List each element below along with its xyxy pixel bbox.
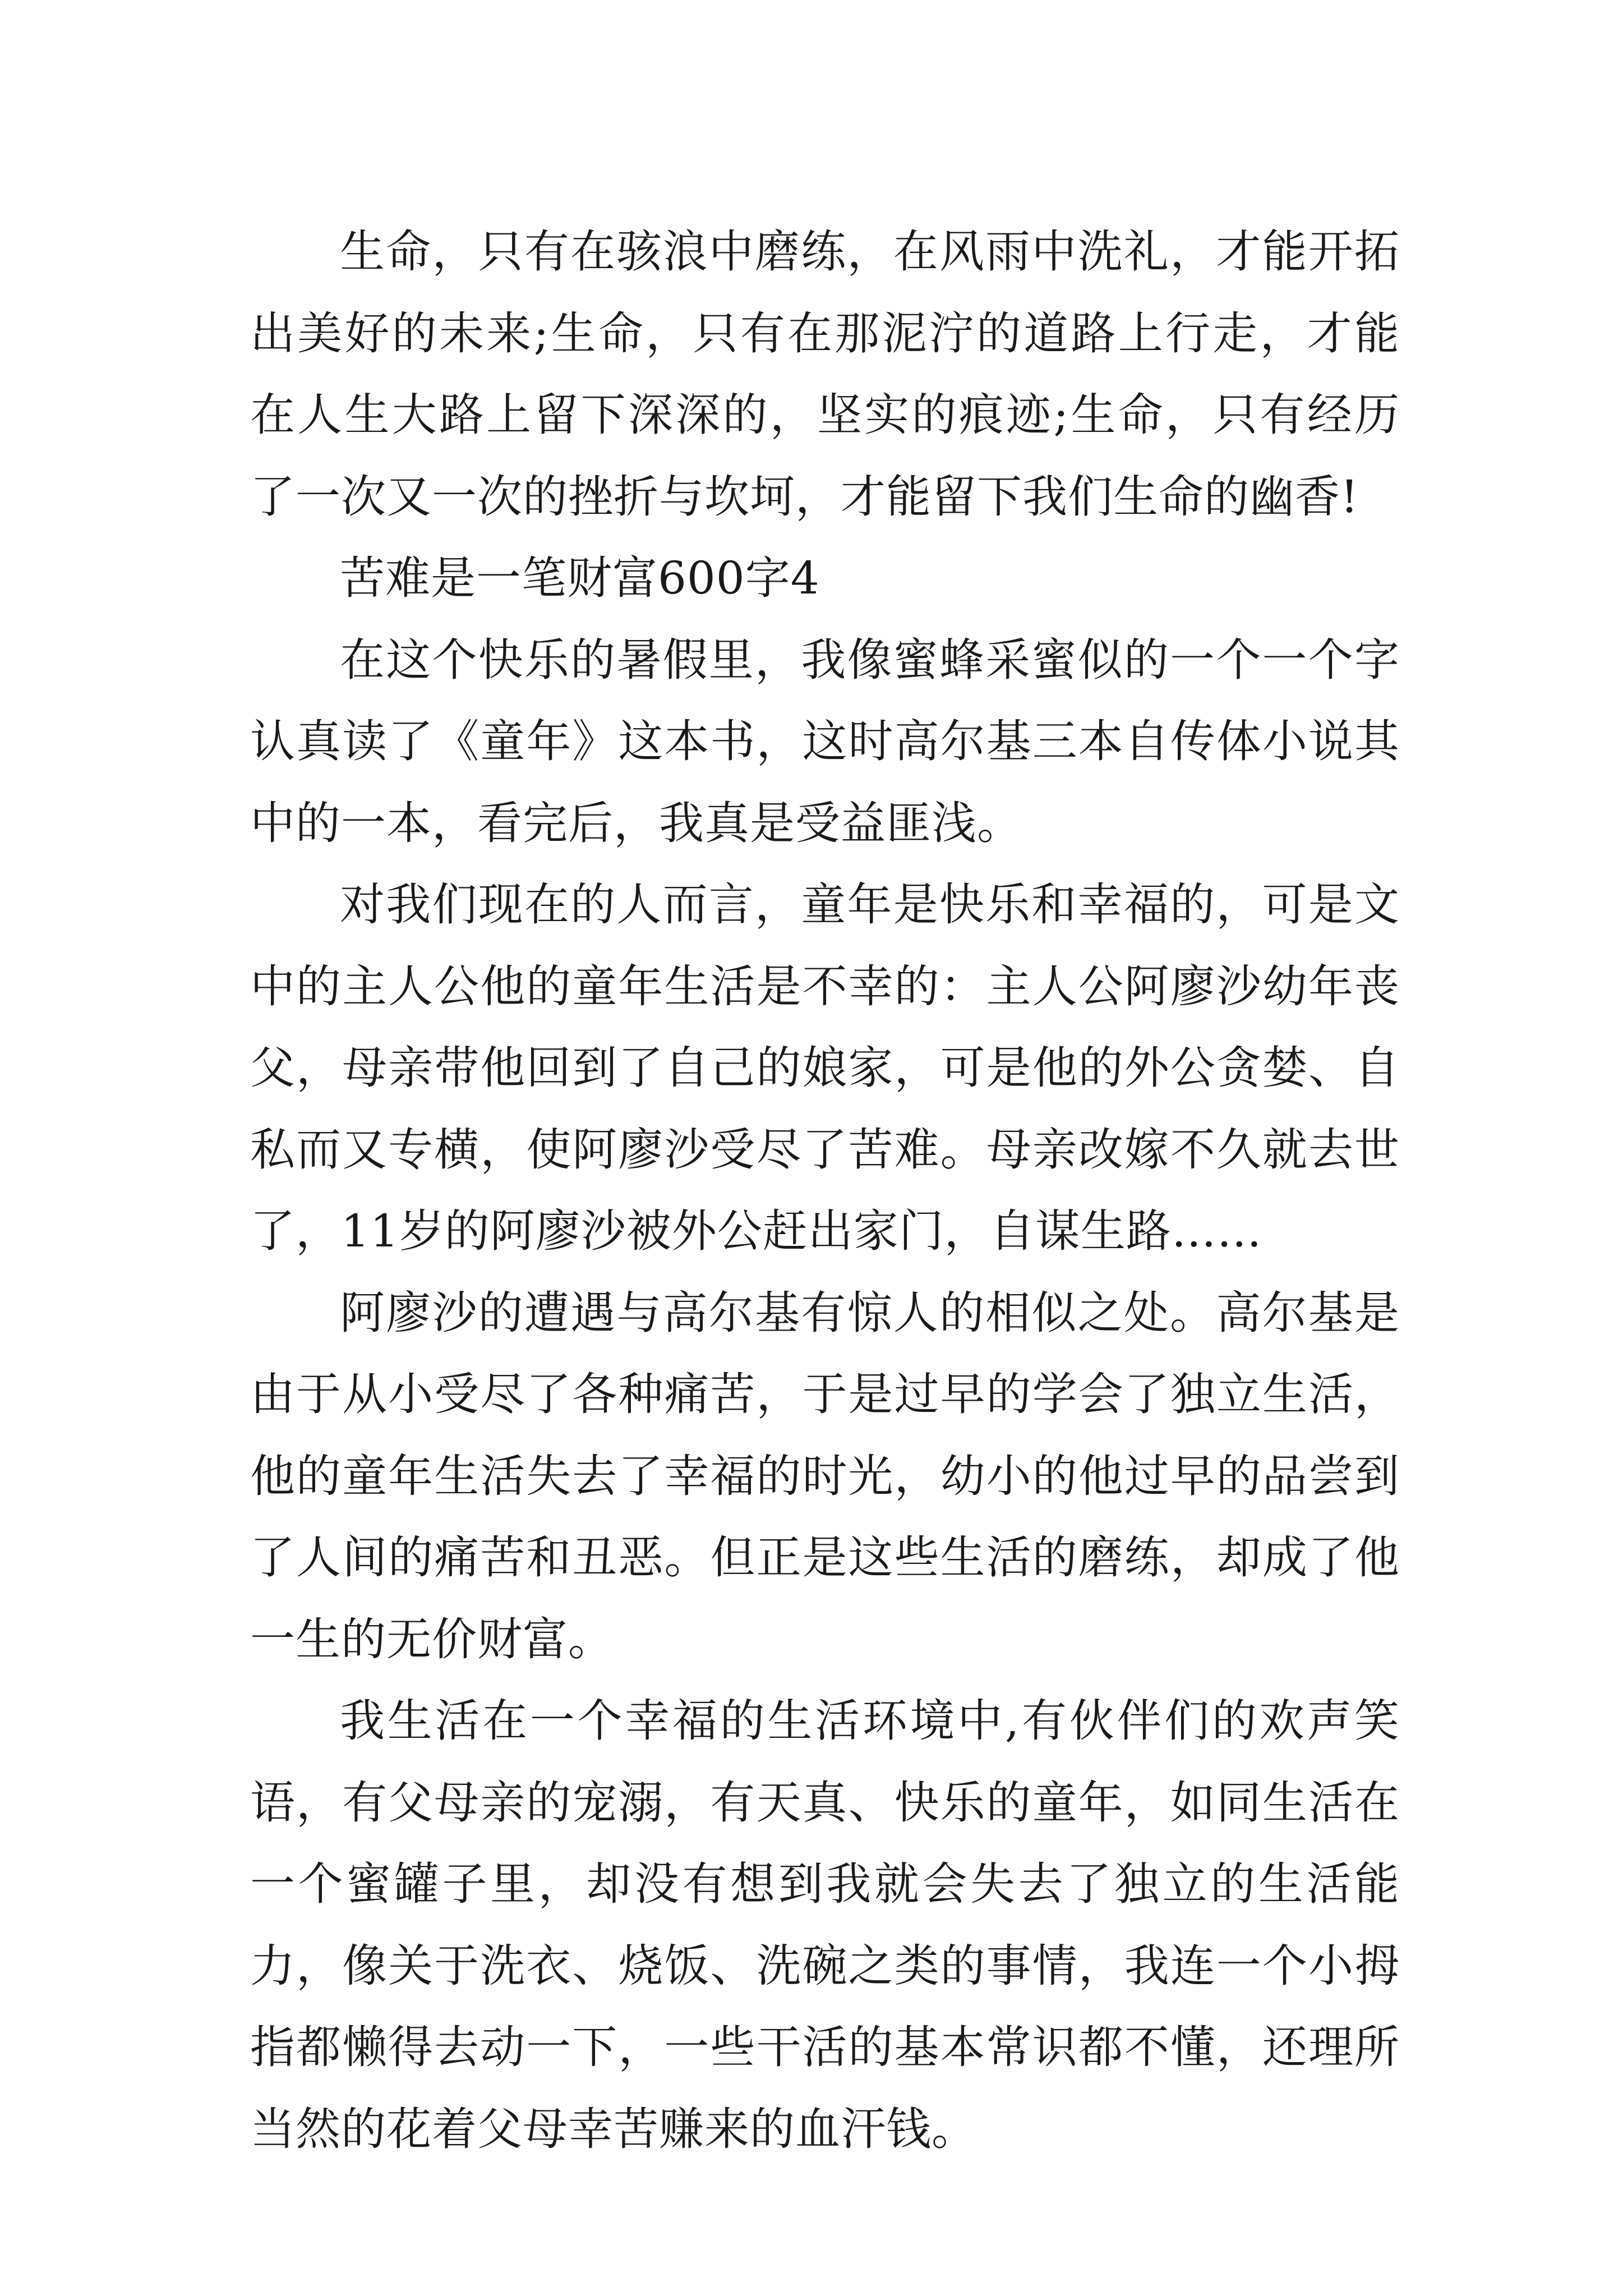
- paragraph-2: 在这个快乐的暑假里，我像蜜蜂采蜜似的一个一个字认真读了《童年》这本书，这时高尔基三本自传体小说其中的一本，看完后，我真是受益匪浅。: [250, 633, 1400, 849]
- paragraph-1: 生命，只有在骇浪中磨练，在风雨中洗礼，才能开拓出美好的未来;生命，只有在那泥泞的道路上行走，才能在人生大路上留下深深的，坚实的痕迹;生命，只有经历了一次又一次的挫折与坎坷，才能留下我们生命的幽香!: [250, 226, 1400, 523]
- paragraph-3: 对我们现在的人而言，童年是快乐和幸福的，可是文中的主人公他的童年生活是不幸的：主人公阿廖沙幼年丧父，母亲带他回到了自己的娘家，可是他的外公贪婪、自私而又专横，使阿廖沙受尽了苦难。母亲改嫁不久就去世了，11岁的阿廖沙被外公赶出家门，自谋生路……: [250, 878, 1400, 1257]
- section-heading: 苦难是一笔财富600字4: [340, 552, 820, 604]
- paragraph-4: 阿廖沙的遭遇与高尔基有惊人的相似之处。高尔基是由于从小受尽了各种痛苦，于是过早的学会了独立生活，他的童年生活失去了幸福的时光，幼小的他过早的品尝到了人间的痛苦和丑恶。但正是这些生活的磨练，却成了他一生的无价财富。: [250, 1286, 1400, 1665]
- document-body: [250, 211, 1400, 2170]
- paragraph-5: 我生活在一个幸福的生活环境中,有伙伴们的欢声笑语，有父母亲的宠溺，有天真、快乐的童年，如同生活在一个蜜罐子里，却没有想到我就会失去了独立的生活能力，像关于洗衣、烧饭、洗碗之类的事情，我连一个小拇指都懒得去动一下，一些干活的基本常识都不懂，还理所当然的花着父母幸苦赚来的血汗钱。: [250, 1695, 1400, 2155]
